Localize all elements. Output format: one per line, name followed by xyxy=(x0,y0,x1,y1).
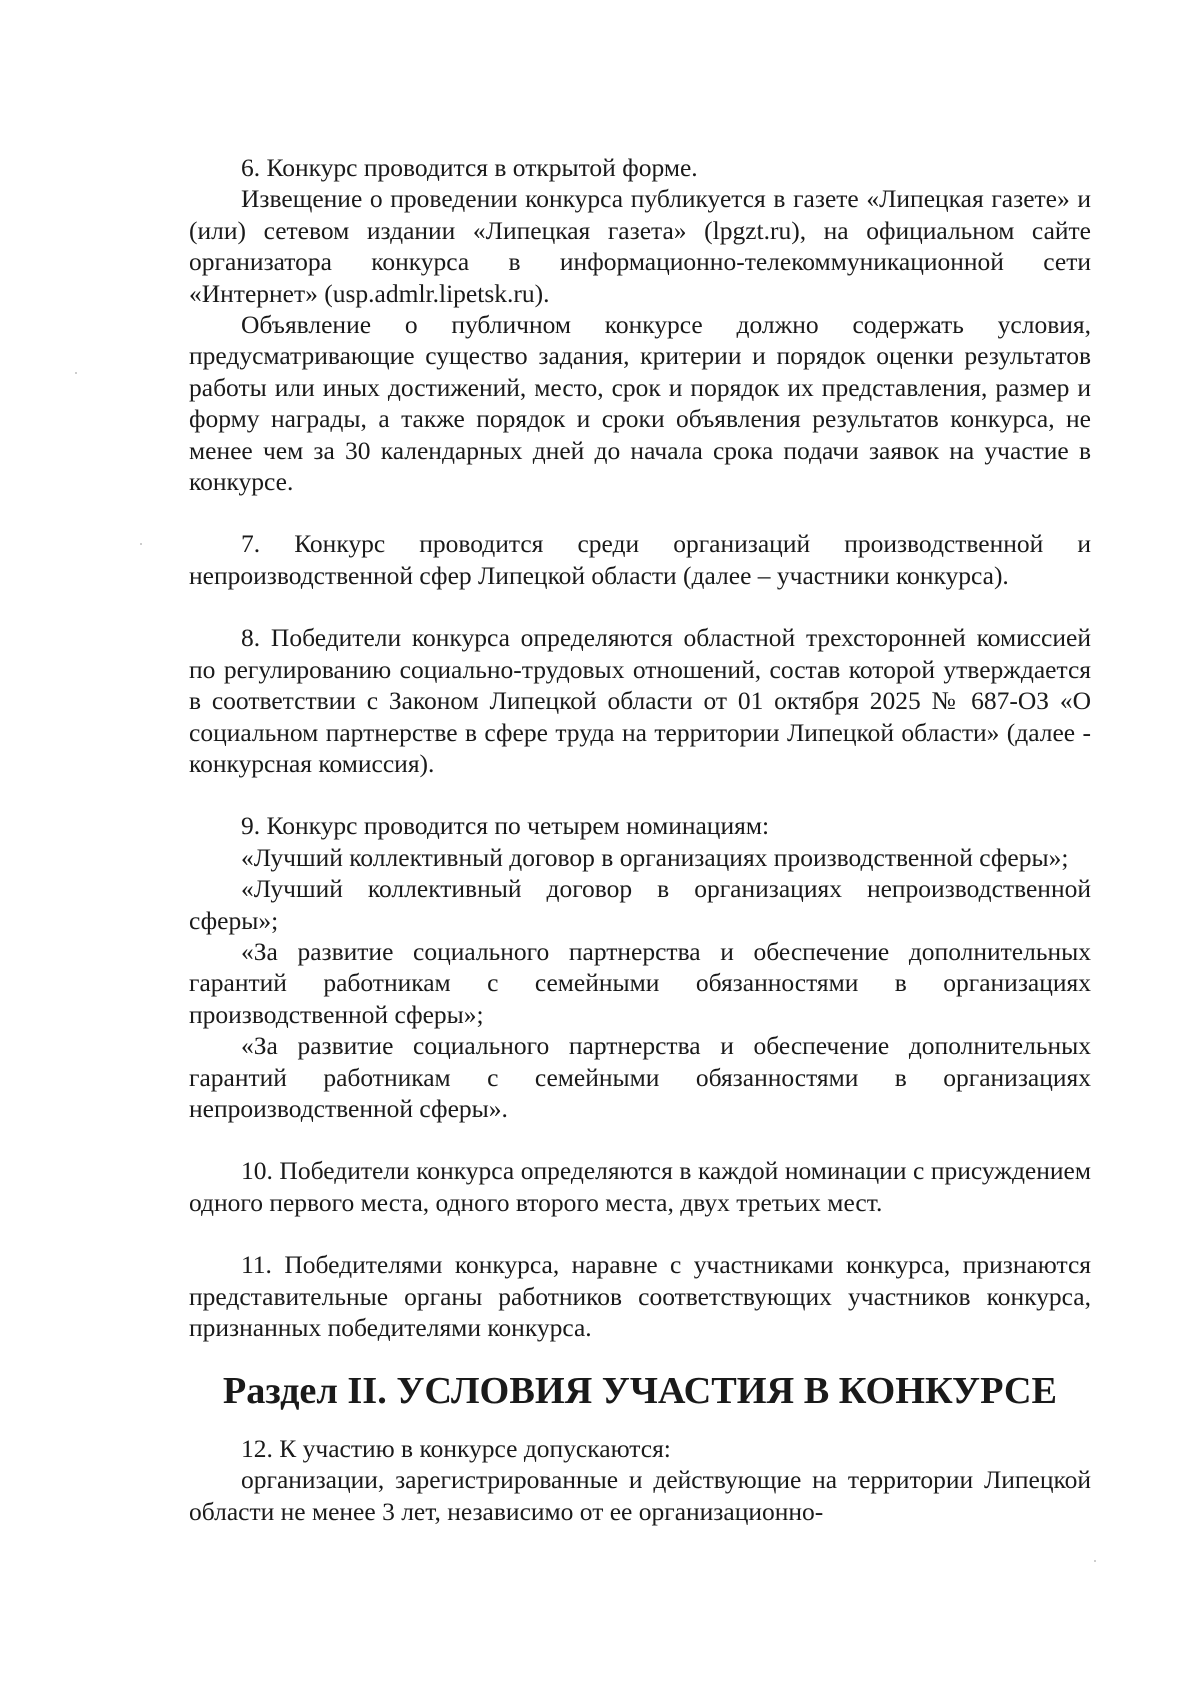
document-page xyxy=(189,152,1091,1527)
paragraph-6-notice: Извещение о проведении конкурса публикуется в газете «Липецкая газете» и (или) сетевом издании «Липецкая газета» (lpgzt.ru), на официальном сайте организатора конкурса в информационно-телекоммуникационной сети «Интернет» (usp.admlr.lipetsk.ru). xyxy=(189,184,1091,308)
nomination-1: «Лучший коллективный договор в организациях производственной сферы»; xyxy=(241,842,1069,872)
scan-speck xyxy=(75,372,77,374)
paragraph-8: 8. Победители конкурса определяются областной трехсторонней комиссией по регулированию социально-трудовых отношений, состав которой утверждается в соответствии с Законом Липецкой области от 01 октября 2025 № 687-ОЗ «О социальном партнерстве в сфере труда на территории Липецкой области» (далее - конкурсная комиссия). xyxy=(189,623,1091,778)
nomination-2: «Лучший коллективный договор в организациях непроизводственной сферы»; xyxy=(189,874,1091,935)
nomination-3: «За развитие социального партнерства и обеспечение дополнительных гарантий работникам с семейными обязанностями в организациях производственной сферы»; xyxy=(189,936,1091,1029)
paragraph-12: 12. К участию в конкурсе допускаются: xyxy=(241,1433,671,1463)
paragraph-9: 9. Конкурс проводится по четырем номинациям: xyxy=(241,811,770,841)
nomination-4: «За развитие социального партнерства и обеспечение дополнительных гарантий работникам с семейными обязанностями в организациях непроизводственной сферы». xyxy=(189,1031,1091,1123)
paragraph-6: 6. Конкурс проводится в открытой форме. xyxy=(241,153,698,182)
paragraph-10: 10. Победители конкурса определяются в каждой номинации с присуждением одного первого места, одного второго места, двух третьих мест. xyxy=(189,1156,1091,1217)
scan-speck xyxy=(1094,1560,1096,1562)
paragraph-11: 11. Победителями конкурса, наравне с участниками конкурса, признаются представительные органы работников соответствующих участников конкурса, признанных победителями конкурса. xyxy=(189,1250,1091,1342)
paragraph-7: 7. Конкурс проводится среди организаций производственной и непроизводственной сфер Липецкой области (далее – участники конкурса). xyxy=(189,529,1091,590)
scan-speck xyxy=(140,543,142,545)
section-heading: Раздел II. УСЛОВИЯ УЧАСТИЯ В КОНКУРСЕ xyxy=(222,1370,1058,1413)
paragraph-12-organizations: организации, зарегистрированные и действующие на территории Липецкой области не менее 3 лет, независимо от ее организационно- xyxy=(189,1465,1091,1526)
paragraph-6-announcement: Объявление о публичном конкурсе должно содержать условия, предусматривающие существо задания, критерии и порядок оценки результатов работы или иных достижений, место, срок и порядок их представления, размер и форму награды, а также порядок и сроки объявления результатов конкурса, не менее чем за 30 календарных дней до начала срока подачи заявок на участие в конкурсе. xyxy=(189,310,1091,497)
